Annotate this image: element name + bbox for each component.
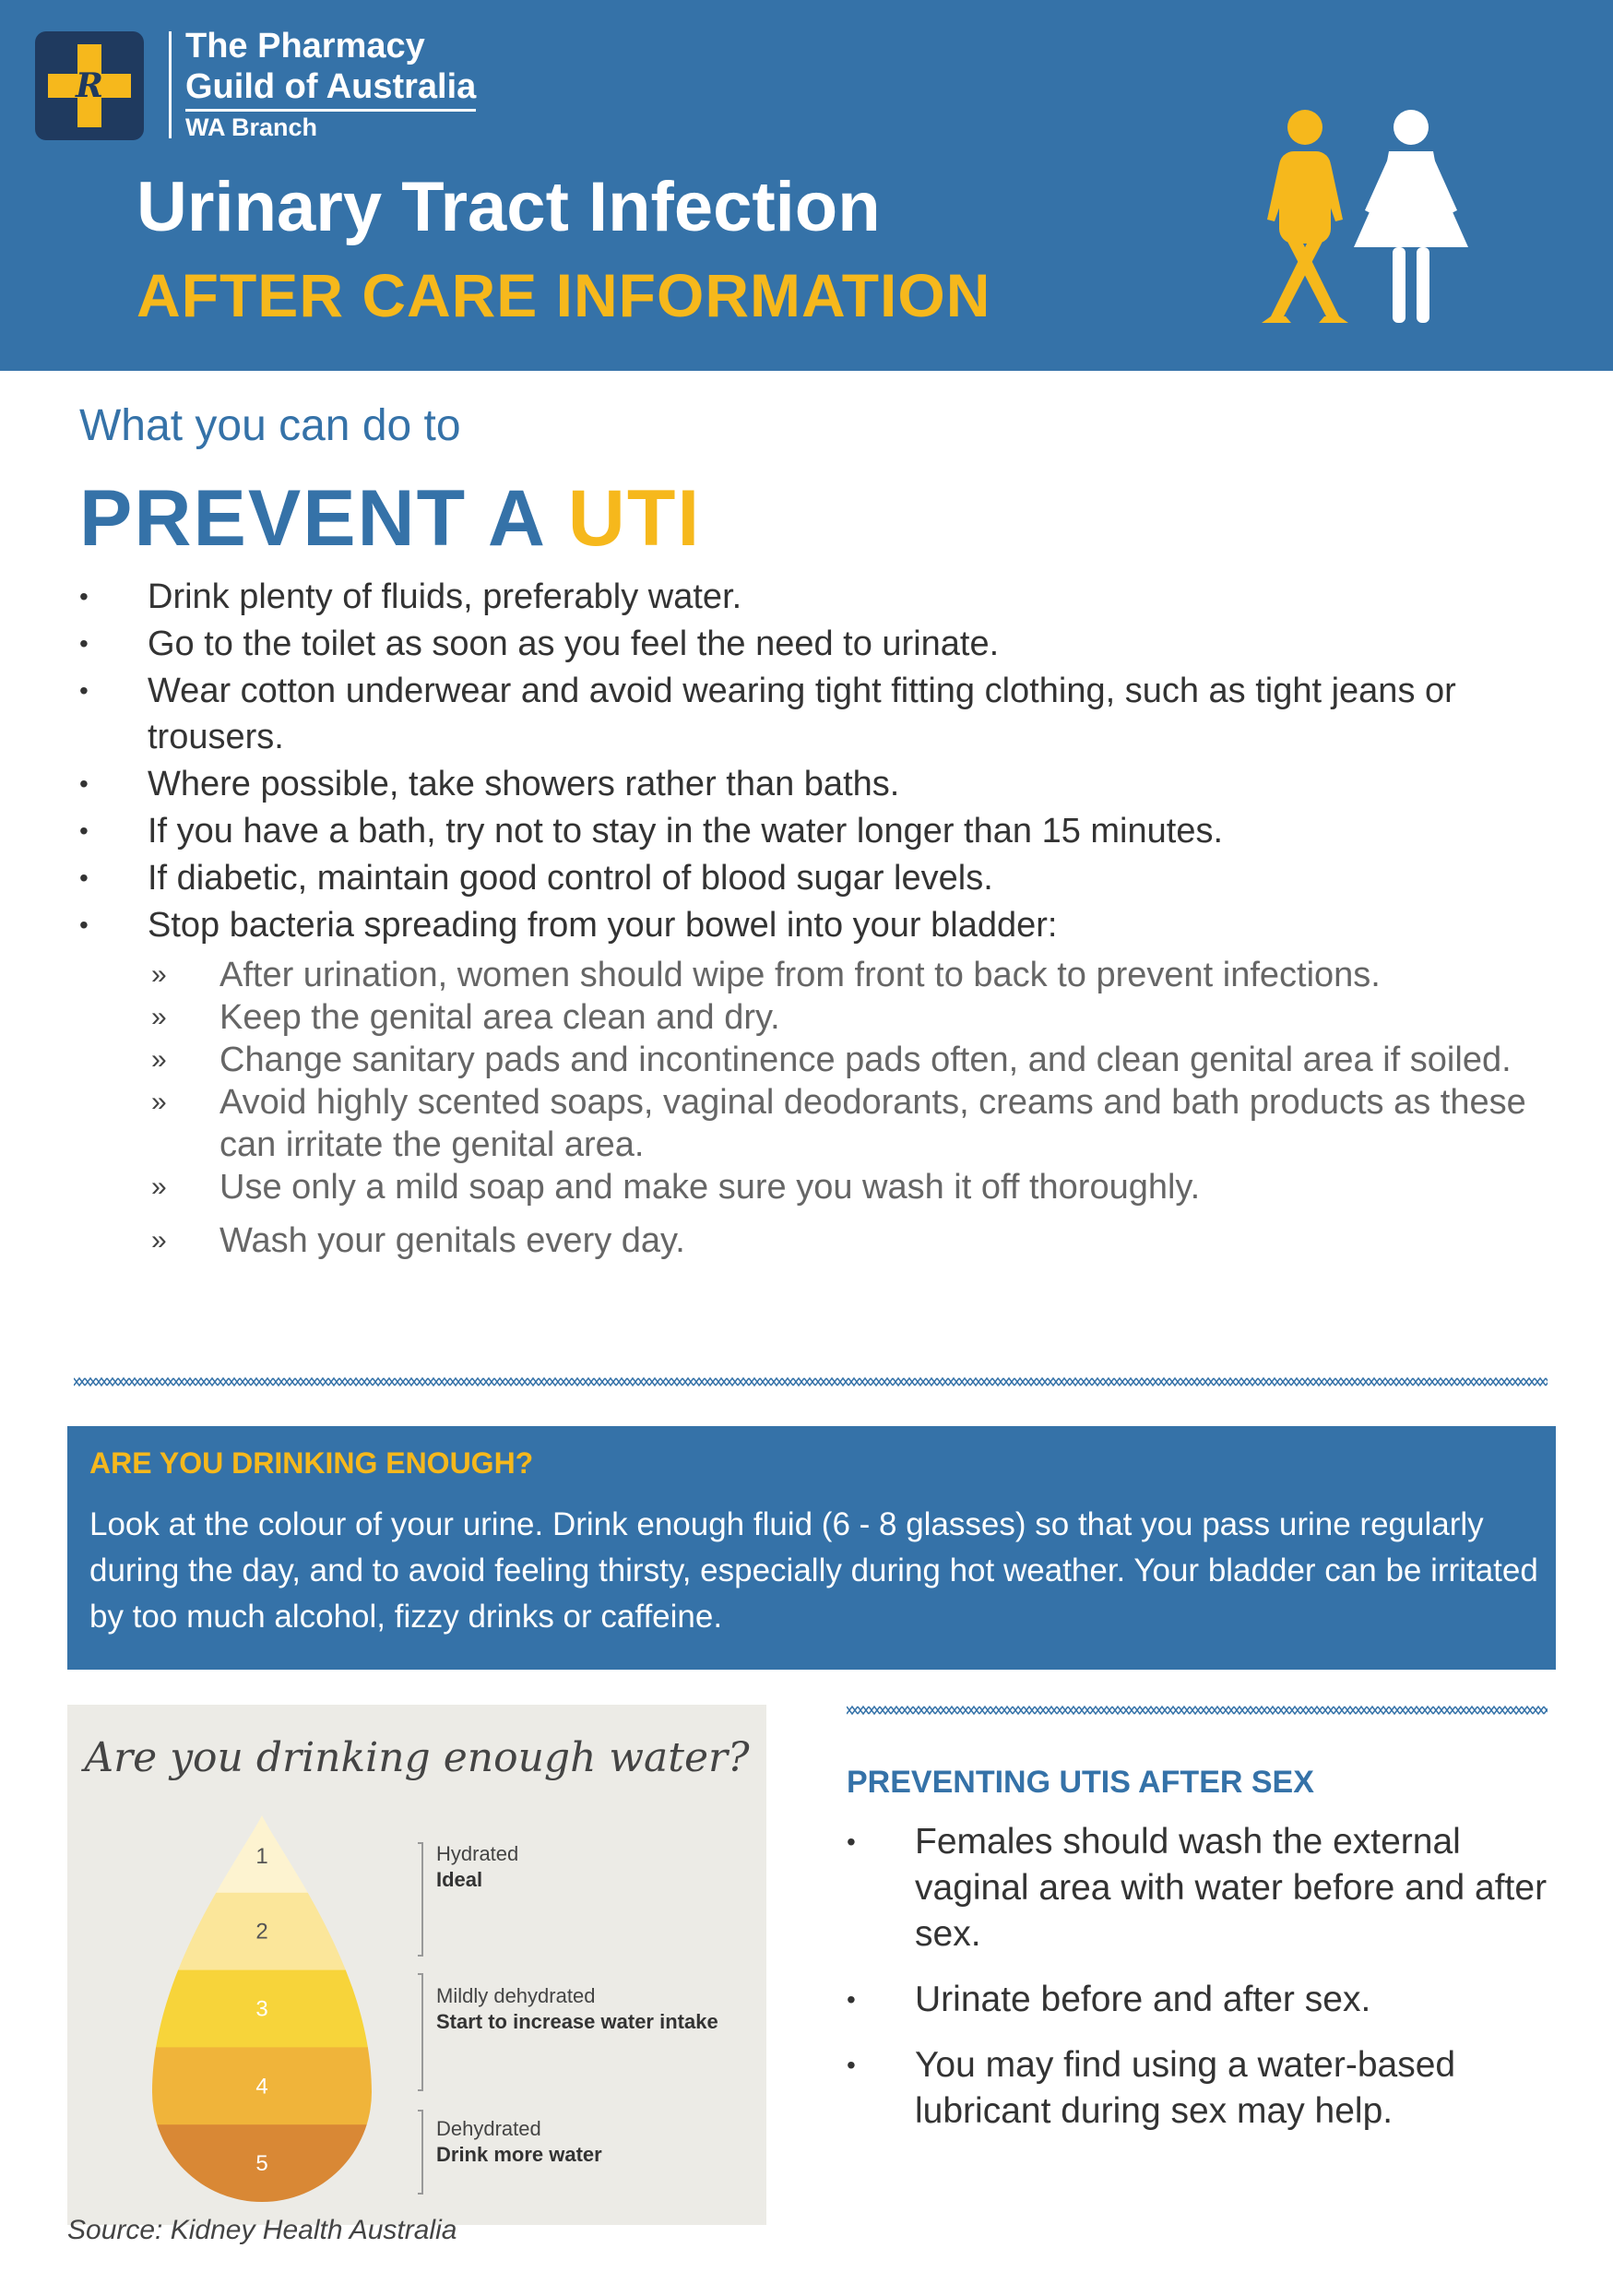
level-label-hydrated: Hydrated Ideal <box>436 1842 519 1891</box>
list-item: • You may find using a water-based lubricant during sex may help. <box>847 2045 1456 2131</box>
sub-list-item: » Keep the genital area clean and dry. <box>151 998 780 1037</box>
drop-level-number: 1 <box>255 1843 268 1869</box>
prevent-intro: What you can do to <box>79 401 461 450</box>
pharmacy-guild-logo-icon <box>35 31 144 140</box>
water-chart-title: Are you drinking enough water? <box>84 1734 750 1781</box>
water-drop-graphic <box>67 1705 766 2225</box>
drop-level-number: 5 <box>255 2151 268 2177</box>
bracket-hydrated <box>418 1843 422 1956</box>
sub-list-item: » Use only a mild soap and make sure you wash it off thoroughly. <box>151 1168 1201 1207</box>
sex-bullet-list <box>847 1819 1575 2154</box>
sub-list-item: » Change sanitary pads and incontinence pads often, and clean genital area if soiled. <box>151 1041 1512 1079</box>
sex-heading: PREVENTING UTIS AFTER SEX <box>847 1765 1314 1800</box>
logo-letter: R <box>76 66 103 105</box>
prevent-heading-main: PREVENT A <box>79 474 544 563</box>
prevent-heading-accent: UTI <box>567 474 702 563</box>
bracket-dehydrated <box>418 2111 422 2194</box>
sub-list-item: » Avoid highly scented soaps, vaginal deodorants, creams and bath products as these can irritate the genital area. <box>151 1083 1526 1164</box>
header-banner <box>0 0 1613 371</box>
prevent-sub-list <box>148 954 1531 1262</box>
org-branch: WA Branch <box>185 113 318 141</box>
list-item: • Drink plenty of fluids, preferably water. <box>79 577 742 616</box>
drinking-info-box <box>67 1426 1556 1670</box>
list-item: • Stop bacteria spreading from your bowel into your bladder: <box>79 906 1058 945</box>
bracket-mild <box>418 1974 422 2090</box>
prevent-heading <box>79 470 701 566</box>
sub-list-item: » After urination, women should wipe from front to back to prevent infections. <box>151 956 1381 994</box>
zigzag-divider <box>847 1701 1548 1719</box>
prevent-bullet-list <box>79 574 1555 949</box>
logo-divider <box>169 31 172 138</box>
org-name-line1: The Pharmacy <box>185 27 425 65</box>
restroom-figures-icon <box>1254 109 1476 330</box>
zigzag-divider <box>74 1373 1548 1391</box>
list-item: • Females should wash the external vaginal area with water before and after sex. <box>847 1822 1548 1954</box>
level-label-dehydrated: Dehydrated Drink more water <box>436 2117 602 2166</box>
drinking-heading: ARE YOU DRINKING ENOUGH? <box>89 1446 534 1480</box>
list-item: • If diabetic, maintain good control of blood sugar levels. <box>79 859 993 898</box>
page-title: Urinary Tract Infection <box>136 168 881 246</box>
list-item: • If you have a bath, try not to stay in the water longer than 15 minutes. <box>79 812 1224 851</box>
list-item: • Go to the toilet as soon as you feel the need to urinate. <box>79 625 1000 663</box>
list-item: • Urinate before and after sex. <box>847 1980 1371 2019</box>
list-item: • Wear cotton underwear and avoid wearing tight fitting clothing, such as tight jeans or trousers. <box>79 672 1456 756</box>
drinking-text: Look at the colour of your urine. Drink enough fluid (6 - 8 glasses) so that you pass urine regularly during the day, and to avoid feeling thirsty, especially during hot weather. Your bladder can be irritated by too much alcohol, fizzy drinks or caffeine. <box>89 1506 1538 1635</box>
org-name-line2: Guild of Australia <box>185 66 476 112</box>
source-credit: Source: Kidney Health Australia <box>67 2215 457 2245</box>
sub-list-item: » Wash your genitals every day. <box>151 1221 685 1260</box>
drop-level-number: 4 <box>255 2074 268 2100</box>
drop-level-number: 3 <box>255 1996 268 2022</box>
list-item: • Where possible, take showers rather than baths. <box>79 765 900 803</box>
level-label-mild: Mildly dehydrated Start to increase water intake <box>436 1984 718 2033</box>
water-chart-panel <box>67 1705 766 2225</box>
page-subtitle: AFTER CARE INFORMATION <box>136 261 991 329</box>
drop-level-number: 2 <box>255 1919 268 1945</box>
